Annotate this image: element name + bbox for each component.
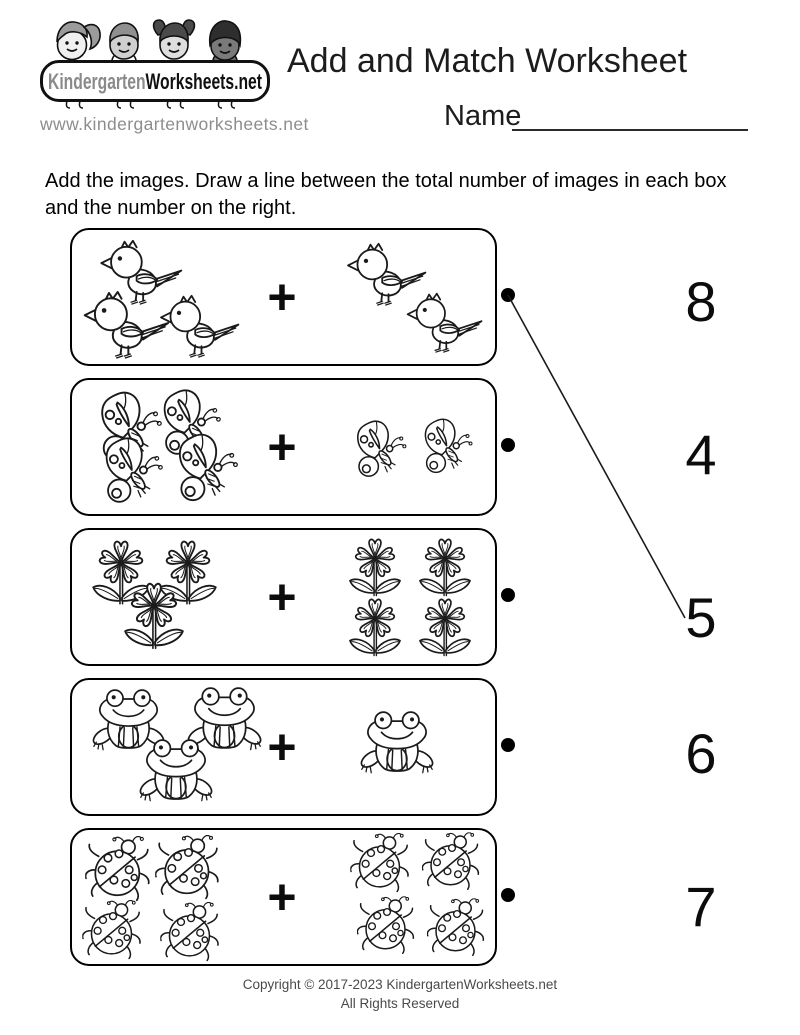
match-number[interactable]: 7	[685, 875, 717, 938]
logo-wordmark-gray: Kindergarten	[48, 69, 185, 94]
problem-row	[0, 828, 800, 962]
problem-box	[70, 528, 497, 666]
logo	[40, 18, 309, 135]
match-number[interactable]: 8	[685, 270, 717, 333]
right-image-group	[72, 530, 495, 664]
butterfly-icon	[415, 417, 475, 482]
logo-wordmark	[48, 69, 309, 94]
plus-sign: +	[267, 719, 297, 775]
footer	[0, 975, 800, 1013]
match-dot[interactable]	[501, 888, 515, 902]
right-image-group	[72, 830, 495, 964]
name-label: Name	[444, 100, 522, 132]
right-image-group	[72, 230, 495, 364]
ladybug-icon	[427, 898, 487, 957]
problem-row	[0, 378, 800, 512]
flower-icon	[417, 538, 473, 603]
problem-box	[70, 828, 497, 966]
problem-row	[0, 228, 800, 362]
plus-sign: +	[267, 419, 297, 475]
frog-icon	[360, 710, 434, 777]
ladybug-icon	[357, 896, 417, 955]
problem-row	[0, 678, 800, 812]
flower-icon	[347, 538, 403, 603]
name-input-line[interactable]	[512, 129, 748, 131]
logo-kids-art	[40, 18, 309, 112]
flower-icon	[347, 598, 403, 663]
butterfly-icon	[347, 419, 409, 486]
problem-box	[70, 678, 497, 816]
problem-box	[70, 228, 497, 366]
match-dot[interactable]	[501, 588, 515, 602]
plus-sign: +	[267, 869, 297, 925]
match-number[interactable]: 4	[685, 423, 717, 486]
ladybug-icon	[422, 832, 482, 891]
match-number[interactable]: 6	[685, 722, 717, 785]
bird-icon	[399, 290, 485, 354]
logo-url: www.kindergartenworksheets.net	[40, 114, 309, 134]
plus-sign: +	[267, 269, 297, 325]
logo-wordmark-black: Worksheets.net	[145, 69, 309, 94]
page-title: Add and Match Worksheet	[287, 42, 688, 80]
instructions: Add the images. Draw a line between the total number of images in each box and the number on the right.	[45, 170, 727, 219]
ladybug-icon	[350, 833, 412, 893]
right-image-group	[72, 680, 495, 814]
plus-sign: +	[267, 569, 297, 625]
flower-icon	[417, 598, 473, 663]
match-dot[interactable]	[501, 438, 515, 452]
rights-line: All Rights Reserved	[340, 996, 460, 1011]
match-number[interactable]: 5	[685, 586, 717, 649]
match-dot[interactable]	[501, 738, 515, 752]
problem-row	[0, 528, 800, 662]
copyright-line: Copyright © 2017-2023 KindergartenWorksheets.net	[242, 977, 558, 992]
match-dot[interactable]	[501, 288, 515, 302]
right-image-group	[72, 380, 495, 514]
problem-box	[70, 378, 497, 516]
